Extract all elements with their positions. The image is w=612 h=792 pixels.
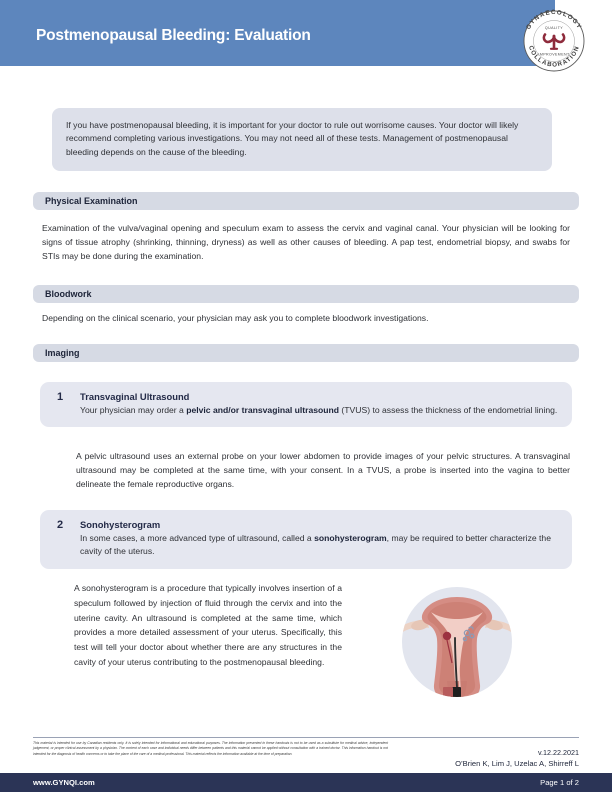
footer-disclaimer: This material is intended for use by Canadian residents only. It is solely intended for informational and educational purposes. The information presented in these handouts is not to be used as a substitute for medical advice, independent judgement, or proper clinical assessment by a physician. The content of each case and individual needs differ between patients and this material cannot be applied without consultation with a trained doctor. This information handout is not intended for the diagnosis of health concerns or to take the place of the care of a medical professional. This material reflects the information available at the time of preparation. — [33, 741, 388, 756]
imaging-item-2-followup: A sonohysterogram is a procedure that typically involves insertion of a speculum followed by injection of fluid through the cervix and into the uterine cavity. An ultrasound is completed at the same time, which provides a more detailed assessment of your uterus. Specifically, this test will tell your doctor about whether there are any structures in the cavity of your uterus contributing to the postmenopausal bleeding. — [74, 583, 342, 667]
footer-divider — [33, 737, 579, 738]
page-title: Postmenopausal Bleeding: Evaluation — [36, 27, 311, 44]
svg-text:GYNAECOLOGY: GYNAECOLOGY — [524, 8, 584, 31]
section-header-label: Bloodwork — [45, 289, 92, 299]
section-body-physical-examination: Examination of the vulva/vaginal opening and speculum exam to assess the cervix and vaginal canal. Your physician will be looking for signs of tissue atrophy (shrinking, thinning, dryness) as well as other causes of bleeding. A pap test, endometrial biopsy, and swabs for STIs may be done during the examination. — [42, 223, 570, 261]
section-header-bloodwork — [33, 285, 579, 303]
footer-version: v.12.22.2021 — [537, 748, 579, 757]
footer-authors: O’Brien K, Lim J, Uzelac A, Shirreff L — [455, 759, 579, 768]
imaging-item-2-body-bold: sonohysterogram — [314, 533, 387, 543]
uterus-sonohysterogram-illustration — [398, 583, 516, 701]
imaging-item-1-body-pre: Your physician may order a — [80, 405, 187, 415]
imaging-item-1-body-bold: pelvic and/or transvaginal ultrasound — [186, 405, 340, 415]
imaging-item-1-body — [80, 404, 558, 417]
section-header-label: Physical Examination — [45, 196, 138, 206]
imaging-item-1-title: Transvaginal Ultrasound — [80, 391, 190, 402]
imaging-item-1-card — [40, 382, 572, 427]
footer-bar — [0, 773, 612, 792]
intro-callout: If you have postmenopausal bleeding, it is important for your doctor to rule out worrisome causes. Your doctor will likely recommend completing various investigations. You may not need all of these tests. Management of postmenopausal bleeding depends on the cause of the bleeding. — [52, 108, 552, 171]
imaging-item-2-body — [80, 532, 558, 559]
imaging-item-2-number: 2 — [57, 519, 64, 531]
section-header-label: Imaging — [45, 348, 80, 358]
imaging-item-1-number: 1 — [57, 391, 64, 403]
svg-text:QUALITY: QUALITY — [544, 26, 564, 30]
section-header-imaging — [33, 344, 579, 362]
gynaecology-quality-improvement-collaboration-logo — [518, 5, 590, 77]
section-body-bloodwork: Depending on the clinical scenario, your physician may ask you to complete bloodwork investigations. — [42, 313, 429, 323]
footer-page-number: Page 1 of 2 — [540, 778, 579, 787]
svg-text:COLLABORATION: COLLABORATION — [527, 44, 581, 69]
section-header-physical-examination — [33, 192, 579, 210]
page-header — [0, 0, 555, 66]
footer-website-link[interactable]: www.GYNQI.com — [33, 778, 95, 787]
imaging-item-1-followup: A pelvic ultrasound uses an external probe on your lower abdomen to provide images of your pelvic structures. A transvaginal ultrasound may be completed at the same time, with your consent. In a TVUS, a probe is inserted into the vagina to better delineate the female reproductive organs. — [76, 451, 570, 489]
imaging-item-2-card — [40, 510, 572, 569]
imaging-item-2-body-post: , may be required to better characterize the cavity of the uterus. — [80, 533, 551, 557]
svg-text:IMPROVEMENT: IMPROVEMENT — [538, 52, 570, 57]
imaging-item-2-body-pre: In some cases, a more advanced type of ultrasound, called a — [80, 533, 315, 543]
imaging-item-1-body-post: (TVUS) to assess the thickness of the endometrial lining. — [339, 405, 558, 415]
imaging-item-2-title: Sonohysterogram — [80, 519, 161, 530]
